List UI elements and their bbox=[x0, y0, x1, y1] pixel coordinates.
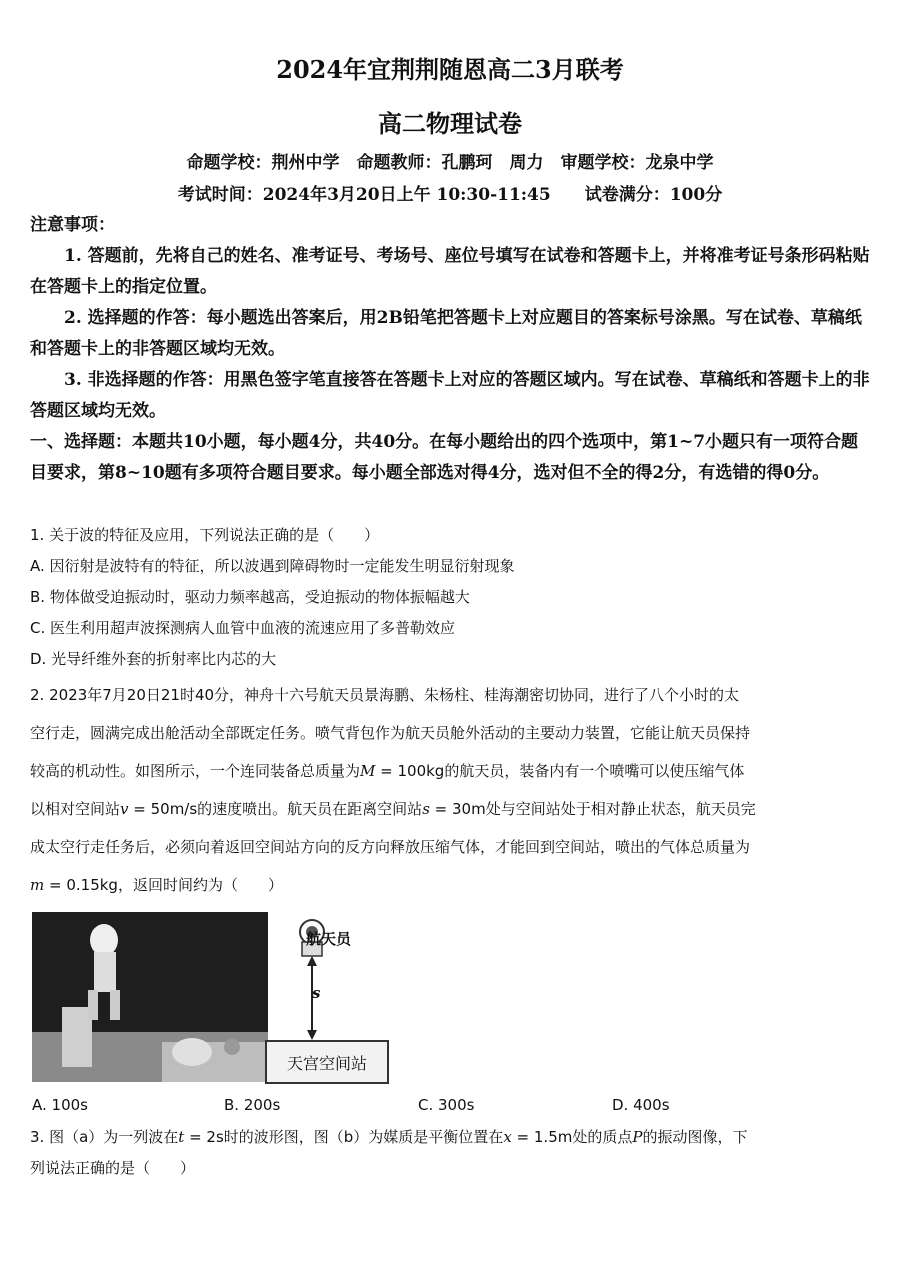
q3-line: 3. 图（a）为一列波在t = 2s时的波形图，图（b）为媒质是平衡位置在x = 1.5m处的质点P的振动图像，下 bbox=[30, 1128, 748, 1146]
q2-option-a: A. 100s bbox=[32, 1096, 88, 1114]
q1-option-b: B. 物体做受迫振动时，驱动力频率越高，受迫振动的物体振幅越大 bbox=[30, 588, 470, 606]
notice-section bbox=[30, 210, 872, 489]
q2-line: 空行走，圆满完成出舱活动全部既定任务。喷气背包作为航天员舱外活动的主要动力装置，它能让航天员保持 bbox=[30, 724, 751, 742]
exam-title: 2024年宜荆荆随恩高二3月联考 bbox=[276, 55, 624, 84]
q2-line: 以相对空间站v = 50m/s的速度喷出。航天员在距离空间站s = 30m处与空间站处于相对静止状态，航天员完 bbox=[30, 800, 756, 818]
distance-label: s bbox=[312, 984, 321, 1002]
question-1 bbox=[30, 520, 872, 675]
question-2 bbox=[30, 676, 872, 904]
exam-subtitle: 高二物理试卷 bbox=[378, 109, 522, 138]
section1-heading: 一、选择题：本题共10小题，每小题4分，共40分。在每小题给出的四个选项中，第1~7小题只有一项符合题目要求，第8~10题有多项符合题目要求。每小题全部选对得4分，选对但不全的得2分，有选错的得0分。 bbox=[30, 432, 859, 483]
q2-line: 较高的机动性。如图所示，一个连同装备总质量为M = 100kg的航天员，装备内有一个喷嘴可以使压缩气体 bbox=[30, 762, 745, 780]
space-station-label: 天宫空间站 bbox=[265, 1040, 389, 1084]
q2-option-c: C. 300s bbox=[418, 1096, 475, 1114]
q1-option-d: D. 光导纤维外套的折射率比内芯的大 bbox=[30, 650, 277, 668]
notice-item: 3. 非选择题的作答：用黑色签字笔直接答在答题卡上对应的答题区域内。写在试卷、草稿纸和答题卡上的非答题区域均无效。 bbox=[30, 370, 870, 421]
q1-stem: 1. 关于波的特征及应用，下列说法正确的是（ ） bbox=[30, 526, 380, 544]
q2-line: 2. 2023年7月20日21时40分，神舟十六号航天员景海鹏、朱杨柱、桂海潮密切协同，进行了八个小时的太 bbox=[30, 686, 740, 704]
question-3 bbox=[30, 1122, 872, 1184]
q2-line: m = 0.15kg，返回时间约为（ ） bbox=[30, 876, 283, 894]
exam-meta-authors: 命题学校：荆州中学 命题教师：孔鹏珂 周力 审题学校：龙泉中学 bbox=[186, 153, 714, 173]
astronaut-label: 航天员 bbox=[306, 930, 352, 948]
astronaut-photo bbox=[32, 912, 268, 1082]
q2-option-d: D. 400s bbox=[612, 1096, 670, 1114]
q2-line: 成太空行走任务后，必须向着返回空间站方向的反方向释放压缩气体，才能回到空间站，喷出的气体总质量为 bbox=[30, 838, 751, 856]
q2-option-b: B. 200s bbox=[224, 1096, 281, 1114]
notice-heading: 注意事项： bbox=[30, 215, 115, 235]
q1-option-c: C. 医生利用超声波探测病人血管中血液的流速应用了多普勒效应 bbox=[30, 619, 456, 637]
q1-option-a: A. 因衍射是波特有的特征，所以波遇到障碍物时一定能发生明显衍射现象 bbox=[30, 557, 515, 575]
q3-line: 列说法正确的是（ ） bbox=[30, 1159, 196, 1177]
notice-item: 2. 选择题的作答：每小题选出答案后，用2B铅笔把答题卡上对应题目的答案标号涂黑。写在试卷、草稿纸和答题卡上的非答题区域均无效。 bbox=[30, 308, 862, 359]
notice-item: 1. 答题前，先将自己的姓名、准考证号、考场号、座位号填写在试卷和答题卡上，并将准考证号条形码粘贴在答题卡上的指定位置。 bbox=[30, 246, 870, 297]
exam-meta-time: 考试时间：2024年3月20日上午 10:30-11:45 试卷满分：100分 bbox=[177, 185, 723, 205]
